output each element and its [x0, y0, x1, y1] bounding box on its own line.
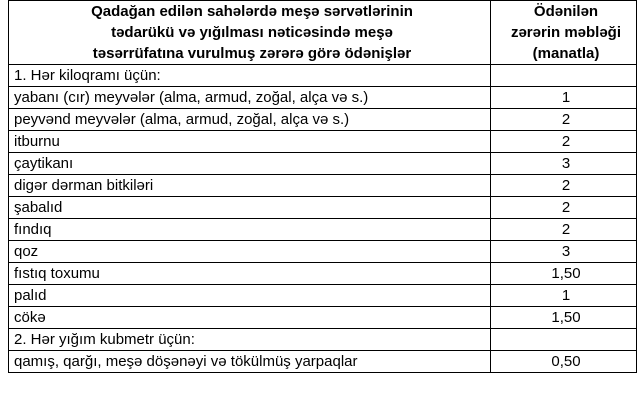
item-amount: 1: [491, 285, 637, 307]
item-name: qoz: [9, 241, 491, 263]
header-name-line: təsərrüfatına vurulmuş zərərə görə ödənişlər: [92, 45, 412, 62]
header-name-cell: [9, 1, 491, 65]
item-name: palıd: [9, 285, 491, 307]
header-name-line: Qadağan edilən sahələrdə meşə sərvətlərinin: [91, 3, 413, 20]
header-amount-line: Ödənilən: [533, 3, 599, 20]
item-name: itburnu: [9, 131, 491, 153]
item-name: digər dərman bitkiləri: [9, 175, 491, 197]
table-row: [9, 87, 637, 109]
item-amount: 1,50: [491, 263, 637, 285]
item-amount: 1,50: [491, 307, 637, 329]
section-row: [9, 329, 637, 351]
item-amount: 2: [491, 197, 637, 219]
item-amount: 3: [491, 153, 637, 175]
item-name: şabalıd: [9, 197, 491, 219]
header-amount-cell: [491, 1, 637, 65]
table-row: [9, 263, 637, 285]
item-amount: 0,50: [491, 351, 637, 373]
item-name: fıstıq toxumu: [9, 263, 491, 285]
item-name: qamış, qarğı, meşə döşənəyi və tökülmüş yarpaqlar: [9, 351, 491, 373]
table-row: [9, 351, 637, 373]
item-amount: 1: [491, 87, 637, 109]
table-row: [9, 197, 637, 219]
item-amount: 2: [491, 219, 637, 241]
item-amount: 2: [491, 109, 637, 131]
item-name: çaytikanı: [9, 153, 491, 175]
table-row: [9, 109, 637, 131]
table-row: [9, 307, 637, 329]
item-amount: 2: [491, 131, 637, 153]
section-title: 2. Hər yığım kubmetr üçün:: [9, 329, 491, 351]
section-title: 1. Hər kiloqramı üçün:: [9, 65, 491, 87]
table-row: [9, 131, 637, 153]
table-row: [9, 153, 637, 175]
header-row: [9, 1, 637, 65]
table-row: [9, 175, 637, 197]
item-amount: 3: [491, 241, 637, 263]
header-name-line: tədarükü və yığılması nəticəsində meşə: [111, 24, 393, 41]
header-amount-line: zərərin məbləği: [510, 24, 622, 41]
empty-amount-cell: [491, 329, 637, 351]
header-amount-line: (manatla): [532, 45, 600, 62]
item-name: yabanı (cır) meyvələr (alma, armud, zoğal, alça və s.): [9, 87, 491, 109]
item-name: cökə: [9, 307, 491, 329]
item-name: fındıq: [9, 219, 491, 241]
empty-amount-cell: [491, 65, 637, 87]
fee-table: [8, 0, 637, 373]
table-row: [9, 219, 637, 241]
table-row: [9, 285, 637, 307]
item-name: peyvənd meyvələr (alma, armud, zoğal, alça və s.): [9, 109, 491, 131]
table-row: [9, 241, 637, 263]
section-row: [9, 65, 637, 87]
item-amount: 2: [491, 175, 637, 197]
